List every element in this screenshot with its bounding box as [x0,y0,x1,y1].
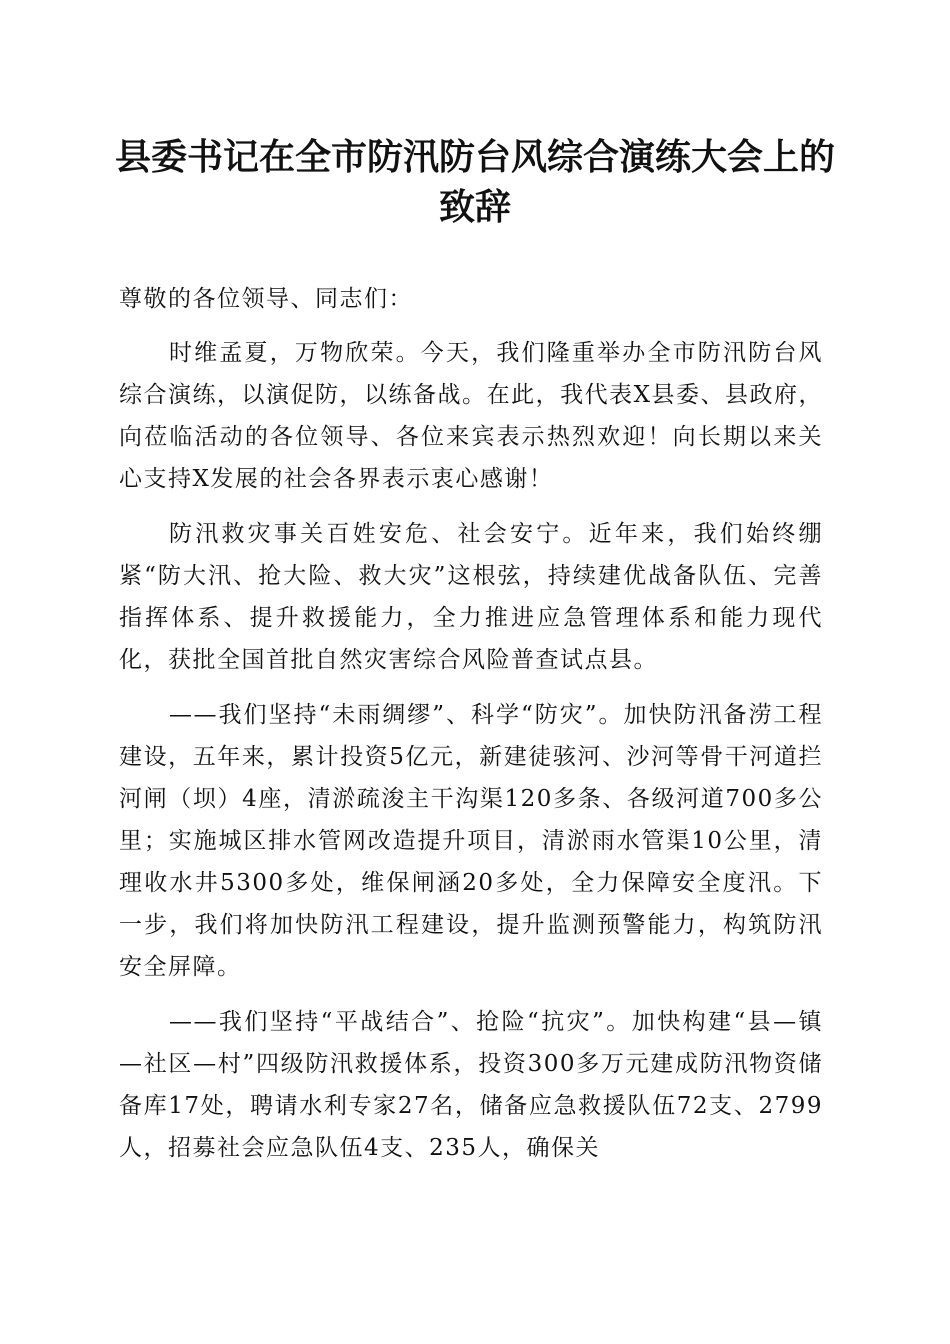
salutation: 尊敬的各位领导、同志们： [119,286,413,312]
paragraph-disaster-prevention: ——我们坚持“未雨绸缪”、科学“防灾”。加快防汛备涝工程建设，五年来，累计投资5亿元，新建徒骇河、沙河等骨干河道拦河闸（坝）4座，清淤疏浚主干沟渠120多条、各级河道700多公里；实施城区排水管网改造提升项目，清淤雨水管渠10公里，清理收水井5300多处，维保闸涵20多处，全力保障安全度汛。下一步，我们将加快防汛工程建设，提升监测预警能力，构筑防汛安全屏障。 [119,702,823,980]
paragraph-flood-relief: 防汛救灾事关百姓安危、社会安宁。近年来，我们始终绷紧“防大汛、抢大险、救大灾”这根弦，持续建优战备队伍、完善指挥体系、提升救援能力，全力推进应急管理体系和能力现代化，获批全国首批自然灾害综合风险普查试点县。 [119,521,823,673]
document-title: 县委书记在全市防汛防台风综合演练大会上的致辞 [114,136,835,228]
paragraph-opening: 时维孟夏，万物欣荣。今天，我们隆重举办全市防汛防台风综合演练，以演促防，以练备战。在此，我代表X县委、县政府，向莅临活动的各位领导、各位来宾表示热烈欢迎！向长期以来关心支持X发展的社会各界表示衷心感谢！ [119,340,823,492]
document-body [119,278,823,1169]
paragraph-emergency-rescue: ——我们坚持“平战结合”、抢险“抗灾”。加快构建“县—镇—社区—村”四级防汛救援体系，投资300多万元建成防汛物资储备库17处，聘请水利专家27名，储备应急救援队伍72支、2799人，招募社会应急队伍4支、235人，确保关 [119,1009,823,1161]
